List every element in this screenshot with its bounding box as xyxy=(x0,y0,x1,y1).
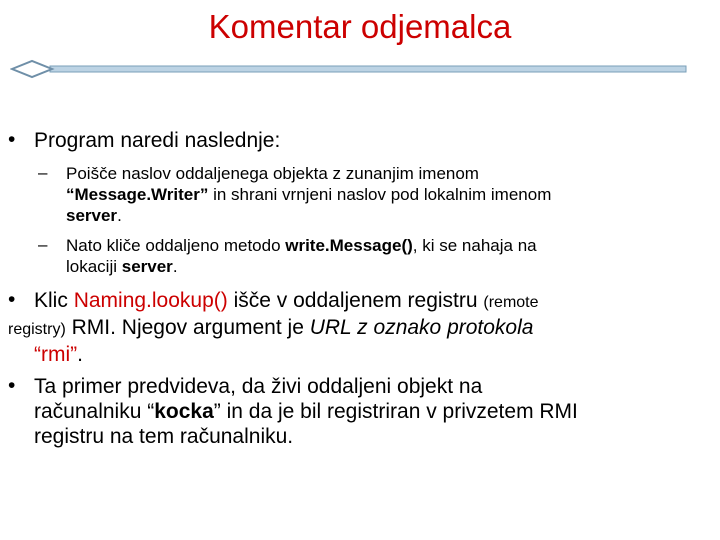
bullet-marker: • xyxy=(8,374,16,397)
slide-title: Komentar odjemalca xyxy=(208,8,512,45)
subbullet-text xyxy=(66,163,656,226)
bullet-text xyxy=(8,288,674,367)
text-span: (remote xyxy=(483,294,539,311)
text-span: . xyxy=(172,257,178,276)
server-name: server xyxy=(121,257,173,276)
text-span: Ta primer predvideva, da živi oddaljeni objekt na xyxy=(34,375,483,398)
bullet-text: Program naredi naslednje: xyxy=(34,129,281,152)
text-span: išče v oddaljenem registru xyxy=(227,289,484,312)
text-span: in shrani vrnjeni naslov pod lokalnim imenom xyxy=(208,185,552,204)
dash-marker: – xyxy=(38,235,48,254)
method-name: write.Message() xyxy=(285,236,413,255)
text-span: . xyxy=(117,206,122,225)
host-name: kocka xyxy=(154,400,214,423)
text-span: , ki se nahaja na xyxy=(412,236,537,255)
text-span: registru na tem računalniku. xyxy=(34,425,294,448)
bullet-marker: • xyxy=(8,128,16,151)
bullet-marker: • xyxy=(8,288,16,311)
url-protocol-text: URL z oznako protokola xyxy=(309,316,534,339)
dash-marker: – xyxy=(38,163,48,182)
naming-lookup-call: Naming.lookup() xyxy=(73,289,228,312)
message-writer-name: “Message.Writer” xyxy=(66,185,209,204)
text-span: Klic xyxy=(34,289,74,312)
text-span: ” in da je bil registriran v privzetem RMI xyxy=(213,400,578,423)
subbullet-text xyxy=(66,235,656,277)
text-span: . xyxy=(77,343,83,366)
text-span: računalniku “ xyxy=(34,400,155,423)
text-span: RMI. Njegov argument je xyxy=(65,316,310,339)
rmi-protocol: “rmi” xyxy=(34,343,78,366)
text-span: registry) xyxy=(8,321,66,338)
text-span: Poišče naslov oddaljenega objekta z zunanjim imenom xyxy=(66,164,479,183)
server-name: server xyxy=(66,206,118,225)
bullet-text xyxy=(34,374,674,449)
text-span: lokaciji xyxy=(66,257,122,276)
text-span: Nato kliče oddaljeno metodo xyxy=(66,236,286,255)
